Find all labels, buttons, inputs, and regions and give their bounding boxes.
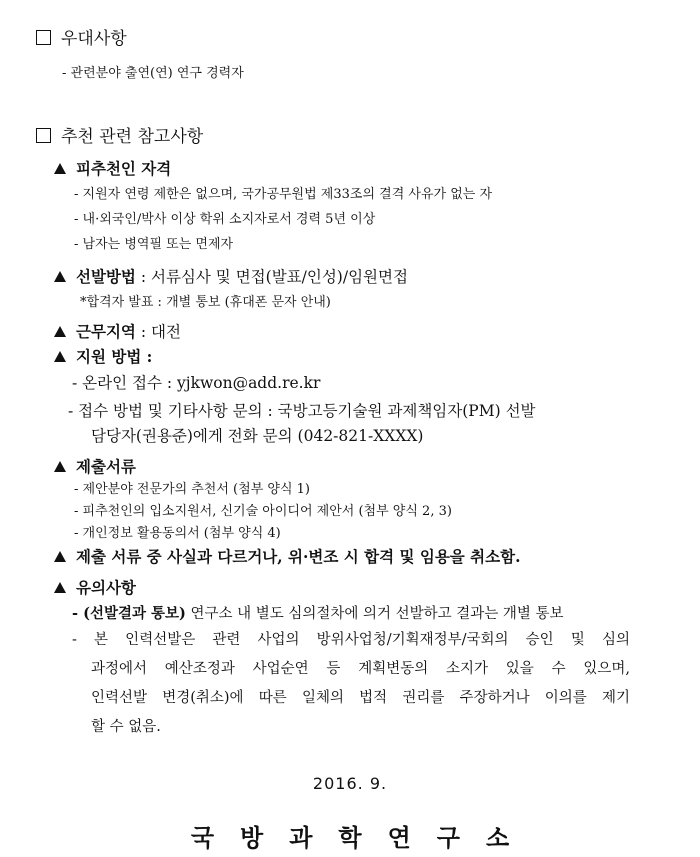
list-item: - 개인정보 활용동의서 (첨부 양식 4) xyxy=(74,526,281,541)
qualification-title: 피추천인 자격 xyxy=(76,159,172,178)
location-heading xyxy=(54,320,181,342)
list-item: - 내·외국인/박사 이상 학위 소지자로서 경력 5년 이상 xyxy=(74,212,376,227)
list-item: - 지원자 연령 제한은 없으며, 국가공무원법 제33조의 결격 사유가 없는 자 xyxy=(74,187,493,202)
preference-title: 우대사항 xyxy=(61,29,127,49)
cancel-notice xyxy=(54,545,520,567)
notes-item1-rest: 연구소 내 별도 심의절차에 의거 선발하고 결과는 개별 통보 xyxy=(185,606,564,622)
documents-title: 제출서류 xyxy=(76,457,136,476)
triangle-bullet-icon xyxy=(54,582,66,593)
notes-item2-line3: 인력선발 변경(취소)에 따른 일체의 법적 권리를 주장하거나 이의를 제기 xyxy=(91,690,630,706)
document-date: 2016. 9. xyxy=(312,774,388,793)
preference-heading xyxy=(36,24,127,49)
organization-name: 국방과학연구소 xyxy=(190,824,536,852)
preference-item: - 관련분야 출연(연) 연구 경력자 xyxy=(62,66,244,81)
documents-heading xyxy=(54,455,136,477)
reference-heading xyxy=(36,122,203,147)
apply-heading xyxy=(54,345,152,367)
reference-title: 추천 관련 참고사항 xyxy=(61,127,204,147)
location-title: 근무지역 xyxy=(76,322,136,341)
triangle-bullet-icon xyxy=(54,461,66,472)
notes-item2-line2: 과정에서 예산조정과 사업순연 등 계획변동의 소지가 있을 수 있으며, xyxy=(91,661,630,677)
selection-value: : 서류심사 및 면접(발표/인성)/임원면접 xyxy=(135,268,408,286)
list-item: - 제안분야 전문가의 추천서 (첨부 양식 1) xyxy=(74,482,310,497)
notes-item2-line4: 할 수 없음. xyxy=(91,719,161,735)
selection-note: *합격자 발표 : 개별 통보 (휴대폰 문자 안내) xyxy=(80,295,331,310)
apply-inquiry-line2: 담당자(권용준)에게 전화 문의 (042-821-XXXX) xyxy=(91,427,424,445)
triangle-bullet-icon xyxy=(54,163,66,174)
location-value: : 대전 xyxy=(135,323,181,341)
notes-heading xyxy=(54,576,136,598)
selection-heading xyxy=(54,265,408,287)
notes-item1-prefix: - xyxy=(72,605,84,622)
notes-title: 유의사항 xyxy=(76,578,136,597)
triangle-bullet-icon xyxy=(54,271,66,282)
notes-item2-line1: - 본 인력선발은 관련 사업의 방위사업청/기획재정부/국회의 승인 및 심의 xyxy=(72,632,630,648)
checkbox-square-icon xyxy=(36,128,51,143)
triangle-bullet-icon xyxy=(54,551,66,562)
qualification-heading xyxy=(54,157,171,179)
apply-title: 지원 방법 : xyxy=(76,347,153,366)
cancel-notice-text: 제출 서류 중 사실과 다르거나, 위·변조 시 합격 및 임용을 취소함. xyxy=(76,547,521,566)
checkbox-square-icon xyxy=(36,30,51,45)
notes-item1-bold: (선발결과 통보) xyxy=(83,605,186,622)
apply-online: - 온라인 접수 : yjkwon@add.re.kr xyxy=(72,374,321,392)
triangle-bullet-icon xyxy=(54,326,66,337)
list-item: - 남자는 병역필 또는 면제자 xyxy=(74,237,234,252)
triangle-bullet-icon xyxy=(54,351,66,362)
notes-item-1 xyxy=(72,602,564,623)
selection-title: 선발방법 xyxy=(76,267,136,286)
apply-inquiry-line1: - 접수 방법 및 기타사항 문의 : 국방고등기술원 과제책임자(PM) 선발 xyxy=(68,402,536,420)
list-item: - 피추천인의 입소지원서, 신기술 아이디어 제안서 (첨부 양식 2, 3) xyxy=(74,504,452,519)
